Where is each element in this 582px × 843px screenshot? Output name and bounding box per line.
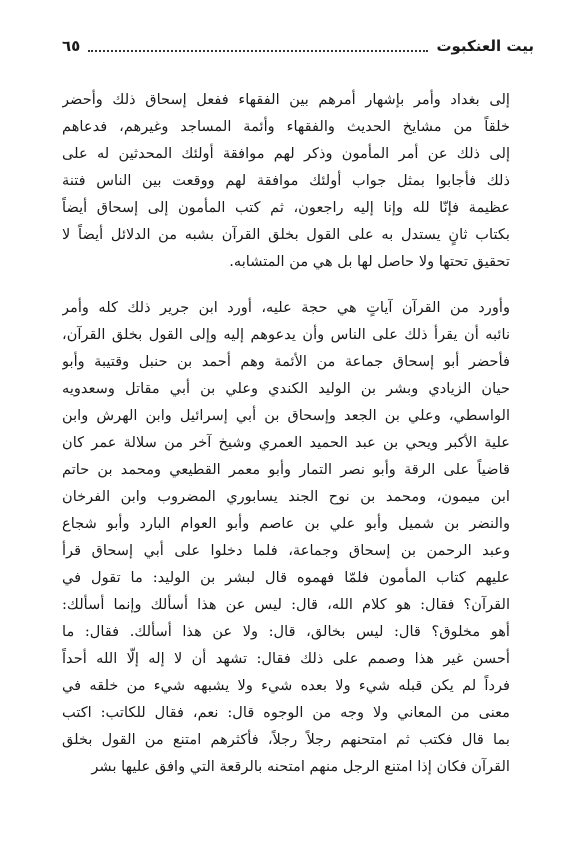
text-line: تحقيق تحتها ولا حاصل لها بل هي من المتشابه.	[229, 253, 510, 270]
running-title: بيت العنكبوت	[436, 37, 534, 55]
paragraph-1	[62, 86, 510, 275]
text-line: ابن ميمون، ومحمد بن نوح الجند يسابوري المضروب وابن الفرخان	[62, 488, 510, 505]
text-line: خلقاً من مشايخ الحديث والفقهاء وأئمة المساجد وغيرهم، فدعاهم	[62, 118, 510, 135]
text-line: عليهم كتاب المأمون فلمّا فهموه قال لبشر بن الوليد: ما تقول في	[62, 569, 510, 586]
text-line: بما قال فكتب ثم امتحنهم رجلاً رجلاً، فأكثرهم امتنع من القول بخلق	[62, 731, 510, 748]
text-line: وأورد من القرآن آياتٍ هي حجة عليه، أورد ابن جرير ذلك كله وأمر	[62, 299, 510, 316]
text-line: والنضر بن شميل وأبو علي بن عاصم وأبو العوام البارد وأبو شجاع	[62, 515, 510, 532]
text-line: إلى ذلك عن أمر المأمون وذكر لهم موافقة أولئك المحدثين له على	[62, 145, 510, 162]
paragraph-gap	[62, 275, 510, 294]
paragraph-2	[62, 294, 510, 780]
running-header	[62, 32, 534, 60]
text-line: نائبه أن يقرأ ذلك على الناس وأن يدعوهم إليه وإلى القول بخلق القرآن،	[62, 326, 510, 343]
text-line: إلى بغداد وأمر بإشهار أمرهم بين الفقهاء ففعل إسحاق ذلك وأحضر	[62, 91, 510, 108]
text-line: الواسطي، وعلي بن الجعد وإسحاق بن أبي إسرائيل وابن الهرش وابن	[62, 407, 510, 424]
text-line: حيان الزيادي وبشر بن الوليد الكندي وعلي بن أبي مقاتل وسعدويه	[62, 380, 510, 397]
text-line: عظيمة فإنّا لله وإنا إليه راجعون، ثم كتب المأمون إلى إسحاق أيضاً	[62, 199, 510, 216]
dotted-leader	[88, 49, 428, 52]
text-line: القرآن؟ فقال: هو كلام الله، قال: ليس عن هذا أسألك وإنما أسألك:	[62, 596, 510, 613]
text-line: قاضياً على الرقة وأبو نصر التمار وأبو معمر القطيعي ومحمد بن حاتم	[62, 461, 510, 478]
page-number: ٦٥	[62, 37, 81, 55]
text-line: أحسن غير هذا وصمم على ذلك فقال: تشهد أن لا إله إلّا الله أحداً	[62, 650, 510, 667]
page-body	[62, 86, 510, 780]
text-line: وعبد الرحمن بن إسحاق وجماعة، فلما دخلوا على أبي إسحاق قرأ	[62, 542, 510, 559]
text-line: معنى من المعاني ولا وجه من الوجوه قال: نعم، فقال للكاتب: اكتب	[62, 704, 510, 721]
text-line: بكتاب ثانٍ يستدل به على القول بخلق القرآن بشبه من الدلائل أيضاً لا	[62, 226, 510, 243]
text-line: فرداً لم يكن قبله شيء ولا بعده شيء ولا يشبهه شيء من خلقه في	[62, 677, 510, 694]
text-line: فأحضر أبو إسحاق جماعة من الأئمة وهم أحمد بن حنبل وقتيبة وأبو	[62, 353, 510, 370]
text-line: علية الأكبر ويحي بن عبد الحميد العمري وشيخ آخر من سلالة عمر كان	[62, 434, 510, 451]
text-line: القرآن فكان إذا امتنع الرجل منهم امتحنه بالرقعة التي وافق عليها بشر	[91, 758, 510, 775]
text-line: ذلك فأجابوا بمثل جواب أولئك موافقة لهم ووقعت بين الناس فتنة	[62, 172, 510, 189]
text-line: أهو مخلوق؟ قال: ليس بخالق، قال: ولا عن هذا أسألك. فقال: ما	[62, 623, 510, 640]
